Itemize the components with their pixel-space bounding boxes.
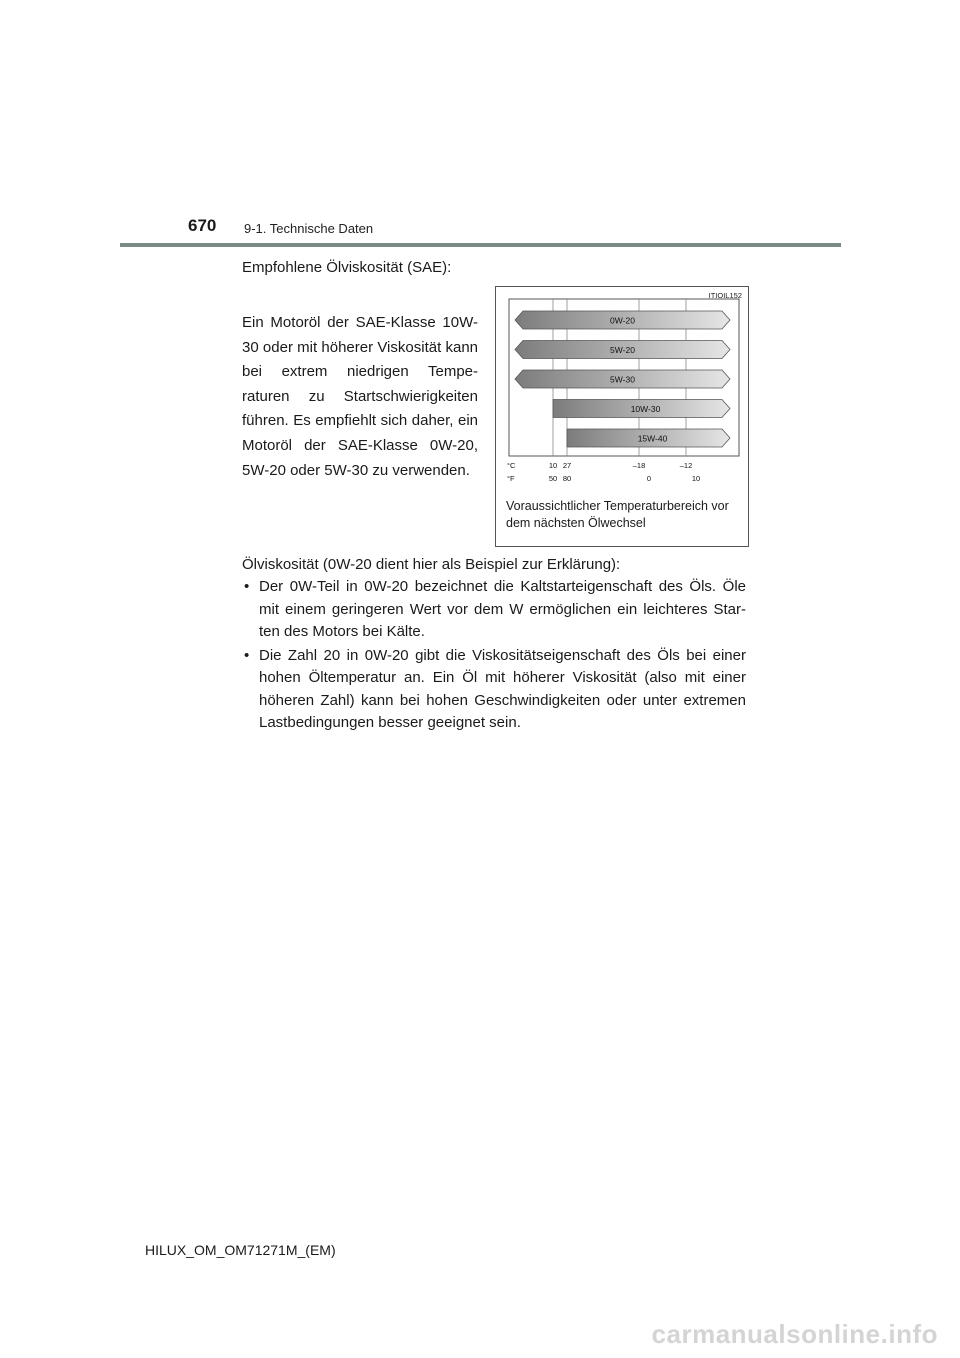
fahrenheit-tick: 0 (646, 474, 652, 483)
celsius-tick: –18 (632, 461, 646, 470)
viscosity-heading: Ölviskosität (0W-20 dient hier als Beispiel zur Erklärung): (242, 556, 621, 573)
bullet-item (242, 645, 746, 735)
celsius-tick: 10 (548, 461, 558, 470)
celsius-tick: 27 (562, 461, 572, 470)
fahrenheit-tick: 50 (548, 474, 558, 483)
figure-code: ITIOIL152 (708, 291, 742, 300)
bar-label: 15W-40 (637, 433, 668, 444)
viscosity-bullets (242, 576, 746, 736)
header-divider (120, 243, 841, 247)
fahrenheit-tick: 80 (562, 474, 572, 483)
watermark: carmanualsonline.info (651, 1319, 938, 1349)
intro-paragraph: Ein Motoröl der SAE-Klasse 10W-30 oder mit höherer Viskosität kann bei extrem niedrigen Tempe-raturen zu Startschwierigkeiten führen. Es empfiehlt sich daher, ein Motoröl der SAE-Klasse 0W-20, 5W-20 oder 5W-30 zu verwenden. (242, 314, 478, 479)
bar-label: 0W-20 (610, 315, 635, 326)
celsius-tick: –12 (679, 461, 693, 470)
bullet-symbol: • (244, 646, 250, 664)
fahrenheit-tick: 10 (691, 474, 701, 483)
intro-heading: Empfohlene Ölviskosität (SAE): (242, 259, 452, 276)
bars-group (515, 311, 730, 447)
fahrenheit-unit: °F (507, 474, 515, 483)
document-code: HILUX_OM_OM71271M_(EM) (145, 1242, 336, 1258)
bar-label: 5W-30 (610, 374, 635, 385)
bullet-symbol: • (244, 578, 250, 595)
chart-caption: Voraussichtlicher Temperaturbereich vor dem nächsten Ölwechsel (506, 499, 729, 530)
page-number: 670 (188, 216, 217, 235)
figure-code-box (496, 287, 748, 303)
bar-label: 10W-30 (630, 404, 661, 414)
bullet-text: Die Zahl 20 in 0W-20 gibt die Viskositätseigenschaft des Öls bei einer hohen Öltemperatur an. Ein Öl mit höherer Viskosität (also mit einer höheren Zahl) kann bei hohen Geschwindigkeiten oder unter extremen Lastbedingungen besser geeignet sein. (259, 646, 746, 731)
viscosity-chart (495, 286, 749, 547)
bullet-text: Der 0W-Teil in 0W-20 bezeichnet die Kaltstarteigenschaft des Öls. Öle mit einem geringeren Wert vor dem W ermöglichen ein leichteres Star-ten des Motors bei Kälte. (259, 578, 746, 640)
bullet-item (242, 576, 746, 644)
bar-label: 5W-20 (610, 345, 635, 355)
section-title: 9-1. Technische Daten (244, 221, 374, 236)
celsius-unit: °C (507, 461, 516, 470)
ticks-group (507, 461, 700, 483)
